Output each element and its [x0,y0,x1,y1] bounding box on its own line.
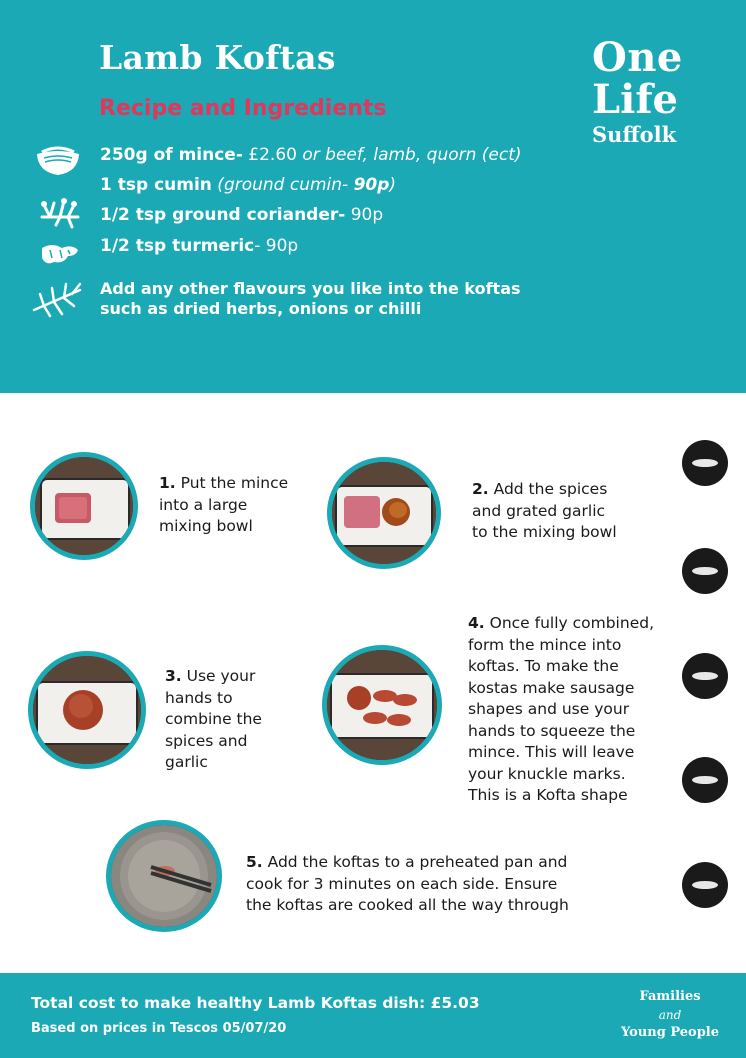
brand-line-3: Young People [620,1025,719,1040]
ingredient-coriander-price: 90p [345,205,384,225]
punch-hole-icon [682,440,728,486]
herb-sprig-icon [30,280,84,322]
price-source: Based on prices in Tescos 05/07/20 [31,1021,287,1036]
punch-hole-icon [682,653,728,699]
one-life-suffolk-logo [592,34,683,147]
punch-hole-icon [682,548,728,594]
step-1-number: 1. [159,474,176,492]
punch-hole-icon [682,757,728,803]
ingredient-turmeric [100,236,298,256]
bowl-icon [34,140,82,178]
ingredient-mince-alternatives: or beef, lamb, quorn (ect) [302,145,522,165]
step-2-instruction: Add the spices and grated garlic to the mixing bowl [472,480,617,541]
step-4-text [468,613,662,807]
step-1-instruction: Put the mince into a large mixing bowl [159,474,289,535]
brand-line-2: and [658,1008,682,1022]
step-1-text [159,473,299,538]
ingredient-mince-name: 250g of mince- [100,145,243,165]
step-3-number: 3. [165,667,182,685]
step-4-photo [322,645,442,765]
herb-icon [38,195,82,229]
logo-line-2: Life [592,76,678,123]
ingredient-cumin [100,175,396,195]
logo-line-1: One [592,34,683,81]
step-2-photo [327,457,441,569]
ingredient-cumin-name: 1 tsp cumin [100,175,212,195]
ingredient-mince [100,145,522,165]
step-5-number: 5. [246,853,263,871]
total-cost: Total cost to make healthy Lamb Koftas dish: £5.03 [31,994,480,1012]
step-1-photo [30,452,138,560]
ingredient-cumin-price: 90p [353,175,390,195]
step-2-number: 2. [472,480,489,498]
turmeric-root-icon [38,238,82,270]
note-line-1: Add any other flavours you like into the koftas [100,279,521,298]
extra-flavours-note [100,279,521,319]
ingredient-turmeric-name: 1/2 tsp turmeric [100,236,255,256]
step-4-instruction: Once fully combined, form the mince into koftas. To make the kostas make sausage shapes and use your hands to squeeze the mince. This will leave your knuckle marks. This is a Kofta shape [468,614,654,804]
step-3-text [165,666,275,774]
ingredient-coriander [100,205,383,225]
note-line-2: such as dried herbs, onions or chilli [100,299,422,318]
ingredient-cumin-detail: (ground cumin- [211,175,354,195]
families-young-people-logo [610,988,730,1042]
page-subtitle: Recipe and Ingredients [99,96,387,121]
step-4-number: 4. [468,614,485,632]
logo-line-3: Suffolk [592,122,677,147]
ingredient-cumin-close: ) [389,175,397,195]
ingredient-coriander-name: 1/2 tsp ground coriander- [100,205,346,225]
brand-line-1: Families [639,989,701,1004]
step-2-text [472,479,622,544]
page-title: Lamb Koftas [99,38,336,77]
step-3-instruction: Use your hands to combine the spices and garlic [165,667,262,771]
step-3-photo [28,651,146,769]
step-5-photo [106,820,222,932]
punch-hole-icon [682,862,728,908]
ingredient-mince-price: £2.60 [242,145,303,165]
step-5-instruction: Add the koftas to a preheated pan and cook for 3 minutes on each side. Ensure the koftas are cooked all the way through [246,853,569,914]
step-5-text [246,852,576,917]
ingredient-turmeric-price: - 90p [254,236,299,256]
